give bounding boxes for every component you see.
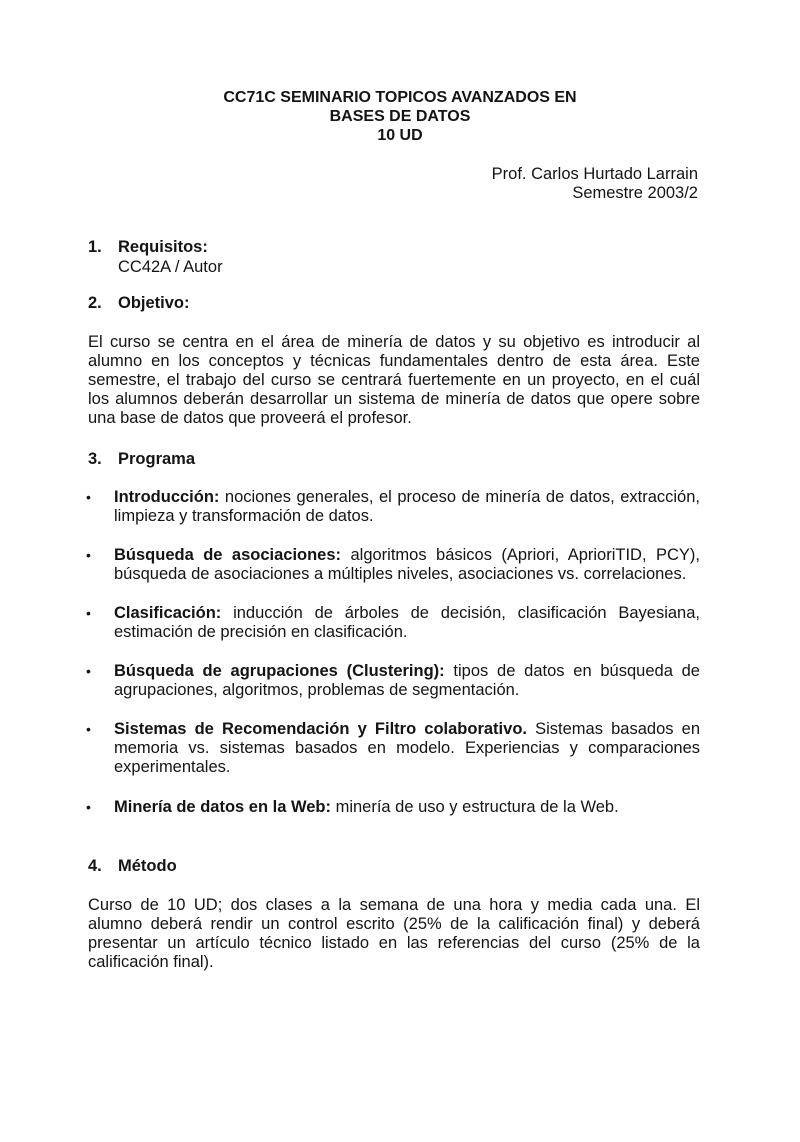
- section-number: 4.: [88, 857, 102, 875]
- section-number: 2.: [88, 294, 102, 312]
- paragraph-line: Curso de 10 UD; dos clases a la semana de una hora y media cada una. El: [88, 896, 700, 914]
- paragraph-line: los alumnos deberán desarrollar un sistema de minería de datos que opere sobre: [88, 390, 700, 408]
- section-title: Requisitos:: [118, 238, 208, 256]
- section-requisitos-heading: [88, 238, 208, 257]
- item-line: búsqueda de asociaciones a múltiples niveles, asociaciones vs. correlaciones.: [114, 565, 687, 583]
- semester: Semestre 2003/2: [572, 184, 698, 202]
- programa-item: [86, 488, 700, 526]
- item-description: algoritmos básicos (Apriori, AprioriTID, PCY),: [341, 546, 700, 564]
- item-description: inducción de árboles de decisión, clasificación Bayesiana,: [221, 604, 700, 622]
- item-line: experimentales.: [114, 758, 231, 776]
- paragraph-line: calificación final).: [88, 953, 214, 971]
- programa-item: [86, 798, 700, 817]
- title-line-1: CC71C SEMINARIO TOPICOS AVANZADOS EN: [223, 89, 577, 106]
- title-line-2: BASES DE DATOS: [329, 108, 471, 125]
- bullet-icon: •: [86, 547, 91, 563]
- programa-item: [86, 662, 700, 700]
- programa-item: [86, 604, 700, 642]
- author-block: [492, 165, 698, 203]
- section-title: Objetivo:: [118, 294, 190, 312]
- section-title: Programa: [118, 450, 196, 468]
- item-description: nociones generales, el proceso de minería de datos, extracción,: [219, 488, 700, 506]
- paragraph-line: presentar un artículo técnico listado en las referencias del curso (25% de la: [88, 934, 700, 952]
- bullet-icon: •: [86, 799, 91, 815]
- section-number: 3.: [88, 450, 102, 468]
- item-line: agrupaciones, algoritmos, problemas de segmentación.: [114, 681, 520, 699]
- requisitos-value: CC42A / Autor: [118, 258, 223, 276]
- item-description: Sistemas basados en: [526, 720, 700, 738]
- bullet-icon: •: [86, 489, 91, 505]
- item-line: memoria vs. sistemas basados en modelo. Experiencias y comparaciones: [114, 739, 700, 757]
- item-description: tipos de datos en búsqueda de: [444, 662, 700, 680]
- item-line: [114, 720, 700, 739]
- item-line: [114, 546, 700, 565]
- item-topic: Minería de datos en la Web:: [114, 798, 331, 816]
- section-programa-heading: [88, 450, 195, 469]
- item-topic: Búsqueda de asociaciones:: [114, 546, 342, 564]
- item-topic: Sistemas de Recomendación y Filtro colaborativo.: [114, 720, 527, 738]
- item-topic: Búsqueda de agrupaciones (Clustering):: [114, 662, 445, 680]
- metodo-paragraph: [88, 896, 700, 972]
- item-topic: Clasificación:: [114, 604, 222, 622]
- programa-item: [86, 546, 700, 584]
- section-number: 1.: [88, 238, 102, 256]
- bullet-icon: •: [86, 721, 91, 737]
- programa-item: [86, 720, 700, 777]
- paragraph-line: El curso se centra en el área de minería de datos y su objetivo es introducir al: [88, 333, 700, 351]
- item-line: estimación de precisión en clasificación.: [114, 623, 408, 641]
- bullet-icon: •: [86, 663, 91, 679]
- course-title: [0, 88, 800, 145]
- paragraph-line: alumno en los conceptos y técnicas fundamentales dentro de esta área. Este: [88, 352, 700, 370]
- item-description: minería de uso y estructura de la Web.: [331, 798, 619, 816]
- item-topic: Introducción:: [114, 488, 220, 506]
- bullet-icon: •: [86, 605, 91, 621]
- paragraph-line: una base de datos que proveerá el profesor.: [88, 409, 412, 427]
- section-objetivo-heading: [88, 294, 190, 313]
- item-line: [114, 488, 700, 507]
- paragraph-line: alumno deberá rendir un control escrito (25% de la calificación final) y deberá: [88, 915, 700, 933]
- objetivo-paragraph: [88, 333, 700, 428]
- item-line: [114, 604, 700, 623]
- paragraph-line: semestre, el trabajo del curso se centrará fuertemente en un proyecto, en el cuál: [88, 371, 700, 389]
- section-title: Método: [118, 857, 177, 875]
- item-line: [114, 798, 700, 817]
- section-metodo-heading: [88, 857, 177, 876]
- professor-name: Prof. Carlos Hurtado Larrain: [491, 165, 698, 183]
- item-line: [114, 662, 700, 681]
- title-line-3: 10 UD: [377, 127, 423, 144]
- item-line: limpieza y transformación de datos.: [114, 507, 374, 525]
